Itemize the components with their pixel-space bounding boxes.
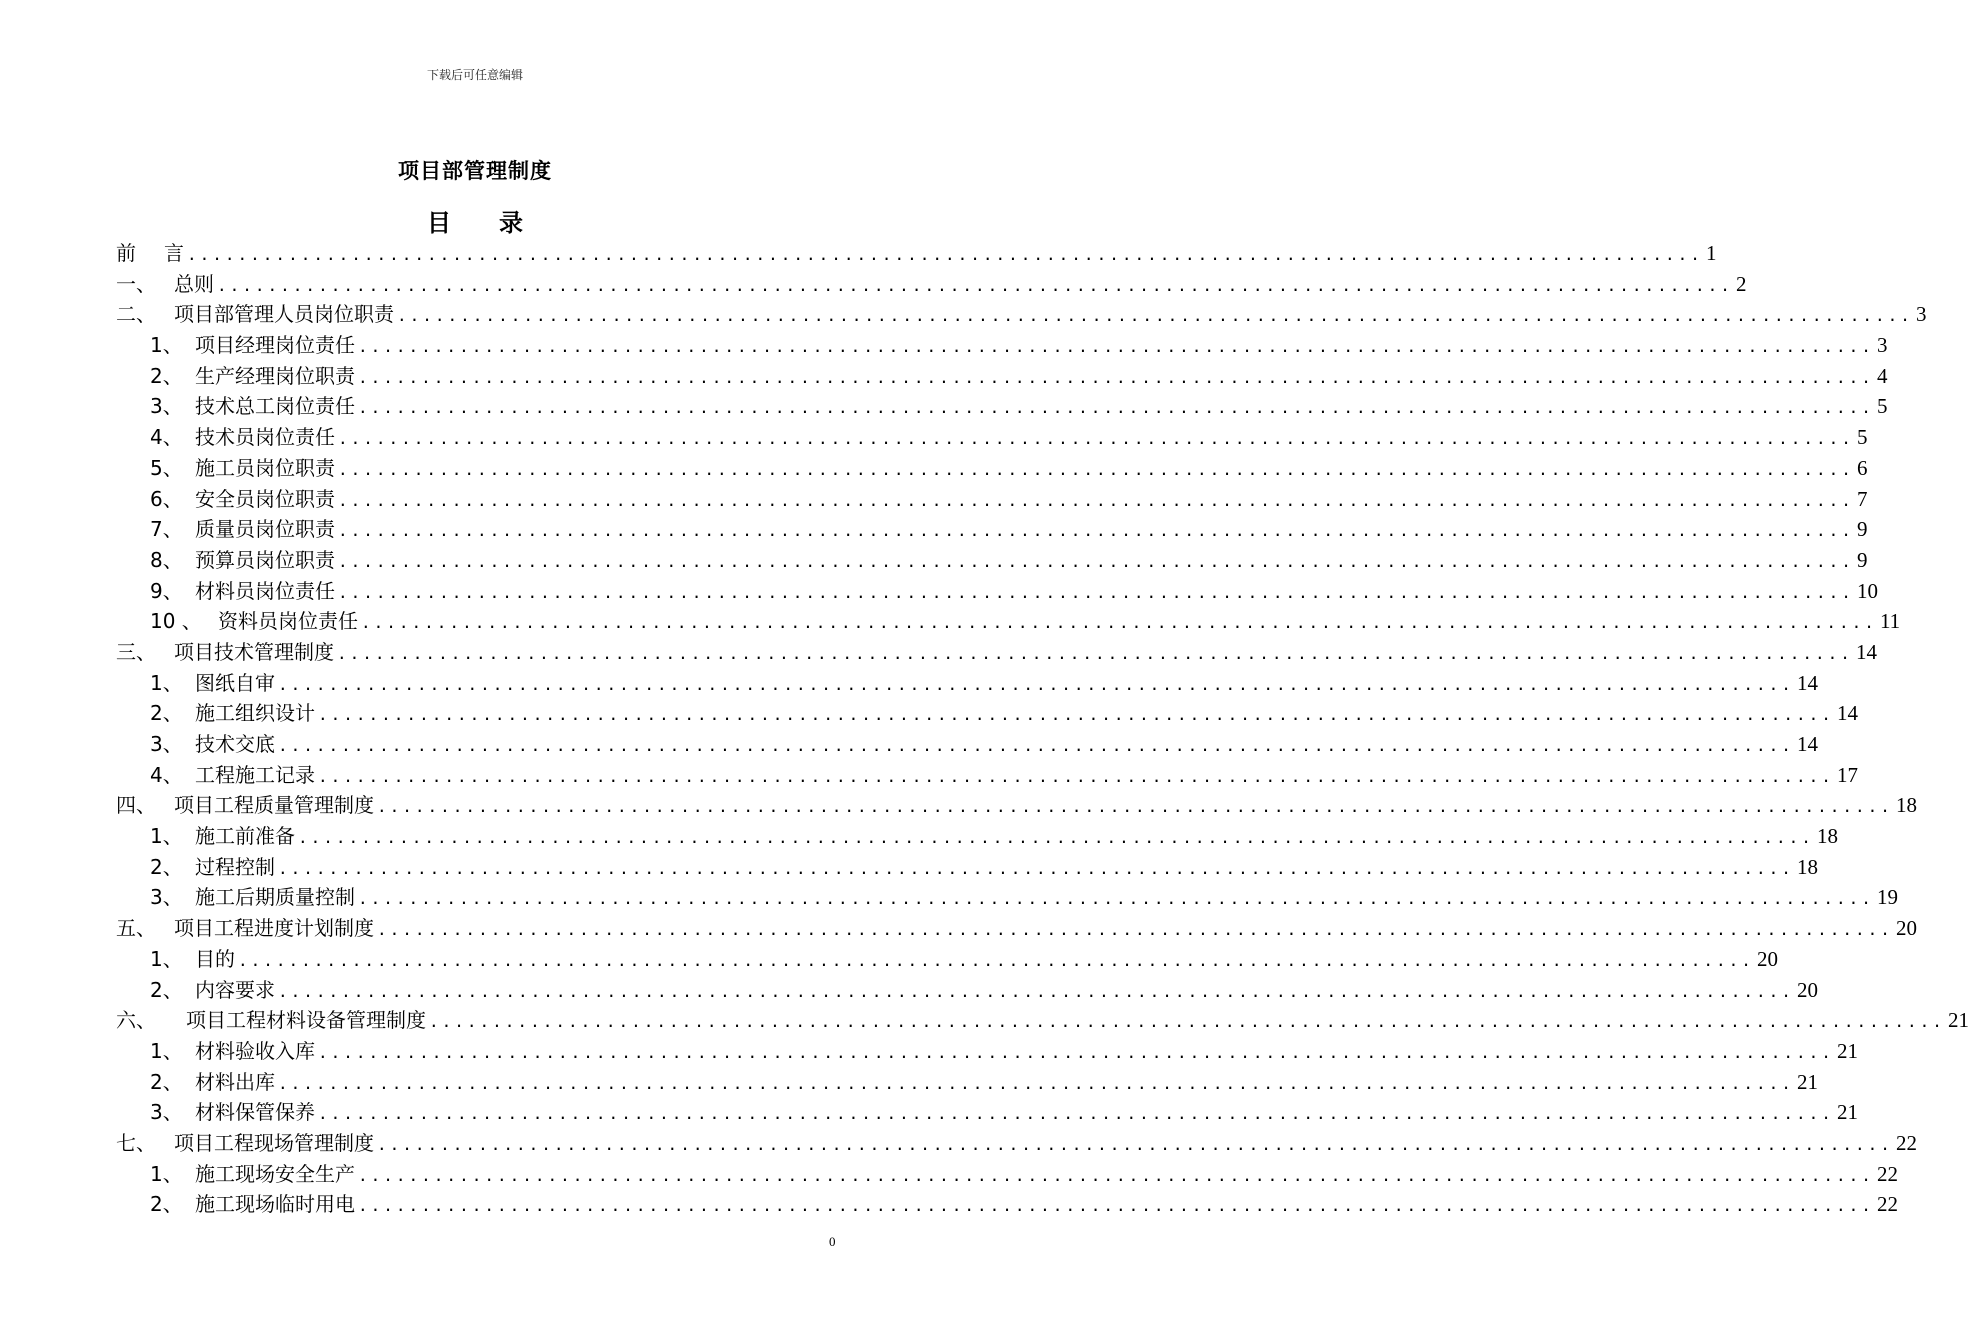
toc-entry-page: 20 — [1756, 946, 1778, 971]
toc-entry-label: 项目工程材料设备管理制度 — [186, 1008, 426, 1033]
toc-leader-dots: ........................................................................................................................ — [278, 674, 1794, 694]
toc-entry[interactable] — [116, 238, 1717, 269]
toc-entry-label: 施工前准备 — [195, 824, 295, 849]
toc-entry-number: 1、 — [150, 946, 183, 971]
toc-entry-label: 技术员岗位责任 — [195, 425, 335, 450]
toc-entry-page: 9 — [1856, 547, 1868, 572]
toc-entry-label: 技术总工岗位责任 — [195, 394, 355, 419]
toc-entry-page: 22 — [1895, 1130, 1917, 1155]
toc-entry[interactable] — [116, 422, 1868, 453]
toc-leader-dots: ........................................................................................................................ — [377, 920, 1893, 940]
toc-leader-dots: ........................................................................................................................ — [358, 1196, 1874, 1216]
toc-entry-label: 总则 — [174, 271, 214, 296]
toc-entry[interactable] — [116, 391, 1888, 422]
toc-entry-page: 21 — [1947, 1008, 1969, 1033]
toc-entry[interactable] — [116, 975, 1818, 1006]
toc-entry-label: 施工后期质量控制 — [195, 885, 355, 910]
toc-leader-dots: ........................................................................................................................ — [318, 1042, 1834, 1062]
toc-leader-dots: ........................................................................................................................ — [338, 582, 1854, 602]
toc-entry-label: 内容要求 — [195, 977, 275, 1002]
toc-leader-dots: ........................................................................................................................ — [318, 766, 1834, 786]
toc-entry[interactable] — [116, 484, 1868, 515]
toc-leader-dots: ........................................................................................................................ — [318, 1104, 1834, 1124]
toc-entry-label: 材料出库 — [195, 1069, 275, 1094]
toc-leader-dots: ........................................................................................................................ — [377, 1134, 1893, 1154]
toc-entry[interactable] — [116, 453, 1868, 484]
toc-entry-number: 2、 — [150, 1192, 183, 1217]
toc-entry-page: 4 — [1876, 363, 1888, 388]
toc-entry-page: 11 — [1879, 609, 1901, 634]
toc-entry-label: 项目工程进度计划制度 — [174, 916, 374, 941]
toc-entry-page: 1 — [1705, 241, 1717, 265]
toc-leader-dots: ........................................................................................................................ — [337, 643, 1853, 663]
toc-entry-label: 图纸自审 — [195, 670, 275, 695]
toc-leader-dots: ........................................................................................................................ — [377, 797, 1893, 817]
toc-leader-dots: ........................................................................................................................ — [397, 306, 1913, 326]
toc-heading — [0, 203, 950, 238]
toc-leader-dots: ........................................................................................................................ — [338, 429, 1854, 449]
toc-entry[interactable] — [116, 637, 1877, 668]
toc-entry-label: 项目工程现场管理制度 — [174, 1130, 374, 1155]
toc-entry-page: 17 — [1836, 762, 1858, 787]
toc-entry-label: 施工组织设计 — [195, 701, 315, 726]
toc-leader-dots: ........................................................................................................................ — [278, 736, 1794, 755]
toc-entry-number: 一、 — [116, 271, 156, 296]
toc-leader-dots: ........................................................................................................................ — [318, 705, 1834, 725]
toc-entry[interactable] — [116, 1097, 1858, 1128]
toc-entry-number: 2、 — [150, 363, 183, 388]
toc-heading-char-2: 录 — [499, 209, 523, 237]
toc-entry-number: 2、 — [150, 977, 183, 1002]
toc-entry-number: 1、 — [150, 1161, 183, 1186]
toc-entry-page: 18 — [1816, 824, 1838, 849]
toc-entry-page: 14 — [1796, 732, 1818, 756]
header-note: 下载后可任意编辑 — [426, 68, 523, 82]
toc-entry-number: 五、 — [116, 916, 156, 941]
toc-entry-number: 1、 — [150, 333, 183, 358]
toc-leader-dots: ........................................................................................................................ — [361, 613, 1877, 633]
toc-leader-dots: ........................................................................................................................ — [217, 275, 1733, 295]
toc-entry-label: 项目技术管理制度 — [174, 639, 334, 664]
toc-entry-label: 材料验收入库 — [195, 1038, 315, 1063]
toc-leader-dots: ........................................................................................................................ — [187, 245, 1703, 264]
toc-entry-label: 材料保管保养 — [195, 1100, 315, 1125]
toc-entry-page: 9 — [1856, 517, 1868, 542]
toc-entry[interactable] — [116, 1159, 1898, 1190]
toc-entry[interactable] — [116, 668, 1818, 699]
toc-entry-page: 5 — [1876, 394, 1888, 419]
toc-entry-label: 项目部管理人员岗位职责 — [174, 302, 394, 327]
toc-entry[interactable] — [116, 882, 1898, 913]
toc-entry[interactable] — [116, 1067, 1818, 1098]
toc-entry-number: 6、 — [150, 486, 183, 511]
toc-entry-number: 8、 — [150, 547, 183, 572]
toc-entry-number: 4、 — [150, 425, 183, 450]
toc-entry-number: 1、 — [150, 1038, 183, 1063]
toc-entry-page: 14 — [1796, 670, 1818, 695]
toc-leader-dots: ........................................................................................................................ — [338, 551, 1854, 571]
toc-entry[interactable] — [116, 361, 1888, 392]
toc-entry-page: 18 — [1895, 793, 1917, 818]
toc-entry-label: 安全员岗位职责 — [195, 486, 335, 511]
toc-entry[interactable] — [116, 299, 1927, 330]
toc-entry-page: 14 — [1855, 639, 1877, 664]
toc-entry-label: 技术交底 — [195, 732, 275, 756]
toc-entry-number: 前 — [116, 241, 136, 265]
toc-entry-number: 六、 — [116, 1008, 156, 1033]
document-title: 项目部管理制度 — [398, 159, 552, 183]
toc-entry[interactable] — [116, 852, 1818, 883]
toc-entry-page: 22 — [1876, 1192, 1898, 1217]
toc-entry-number: 二、 — [116, 302, 156, 327]
toc-entry-page: 21 — [1836, 1100, 1858, 1125]
toc-entry-label: 材料员岗位责任 — [195, 578, 335, 603]
toc-leader-dots: ........................................................................................................................ — [358, 337, 1874, 357]
toc-entry-page: 21 — [1796, 1069, 1818, 1094]
toc-entry-label: 施工员岗位职责 — [195, 455, 335, 480]
toc-entry-number: 5、 — [150, 455, 183, 480]
toc-entry-page: 20 — [1895, 916, 1917, 941]
toc-leader-dots: ........................................................................................................................ — [298, 828, 1814, 848]
toc-entry-number: 3、 — [150, 1100, 183, 1125]
toc-entry-page: 2 — [1735, 271, 1747, 296]
toc-entry[interactable] — [116, 1189, 1898, 1220]
toc-entry-label: 施工现场临时用电 — [195, 1192, 355, 1217]
toc-entry-number: 四、 — [116, 793, 156, 818]
toc-entry-label: 项目经理岗位责任 — [195, 333, 355, 358]
toc-entry-number: 1、 — [150, 670, 183, 695]
toc-entry-page: 3 — [1876, 333, 1888, 358]
toc-entry-page: 6 — [1856, 455, 1868, 480]
toc-entry-number: 3、 — [150, 885, 183, 910]
toc-heading-char-1: 目 — [427, 209, 451, 237]
toc-entry-number: 2、 — [150, 854, 183, 879]
toc-entry-number: 4、 — [150, 762, 183, 787]
toc-leader-dots: ........................................................................................................................ — [358, 367, 1874, 387]
toc-entry-label: 言 — [164, 241, 184, 265]
toc-entry-page: 3 — [1915, 302, 1927, 327]
toc-entry-number: 10 、 — [150, 609, 202, 634]
toc-entry-label: 项目工程质量管理制度 — [174, 793, 374, 818]
toc-entry[interactable] — [116, 269, 1747, 300]
toc-entry-number: 1、 — [150, 824, 183, 849]
toc-entry-page: 10 — [1856, 578, 1878, 603]
toc-entry[interactable] — [116, 576, 1878, 607]
toc-entry[interactable] — [116, 330, 1888, 361]
toc-entry-label: 质量员岗位职责 — [195, 517, 335, 542]
toc-entry[interactable] — [116, 821, 1838, 852]
toc-entry-label: 资料员岗位责任 — [218, 609, 358, 634]
toc-entry-label: 生产经理岗位职责 — [195, 363, 355, 388]
toc-leader-dots: ........................................................................................................................ — [278, 858, 1794, 878]
toc-entry-label: 工程施工记录 — [195, 762, 315, 787]
toc-entry-label: 过程控制 — [195, 854, 275, 879]
toc-entry[interactable] — [116, 1128, 1917, 1159]
toc-entry[interactable] — [116, 760, 1858, 791]
toc-entry[interactable] — [116, 913, 1917, 944]
toc-leader-dots: ........................................................................................................................ — [278, 1073, 1794, 1093]
table-of-contents — [116, 238, 1969, 1220]
toc-leader-dots: ........................................................................................................................ — [278, 981, 1794, 1001]
toc-leader-dots: ........................................................................................................................ — [429, 1012, 1945, 1032]
toc-entry[interactable] — [116, 1005, 1969, 1036]
toc-entry-label: 施工现场安全生产 — [195, 1161, 355, 1186]
toc-entry-label: 预算员岗位职责 — [195, 547, 335, 572]
toc-entry-page: 20 — [1796, 977, 1818, 1002]
toc-entry-page: 18 — [1796, 854, 1818, 879]
toc-entry[interactable] — [116, 698, 1858, 729]
toc-leader-dots: ........................................................................................................................ — [358, 1165, 1874, 1185]
toc-leader-dots: ........................................................................................................................ — [358, 398, 1874, 418]
toc-leader-dots: ........................................................................................................................ — [358, 889, 1874, 909]
toc-entry[interactable] — [116, 944, 1778, 975]
toc-entry-page: 22 — [1876, 1161, 1898, 1186]
toc-entry[interactable] — [116, 729, 1818, 760]
toc-entry-page: 21 — [1836, 1038, 1858, 1063]
page-number: 0 — [829, 1234, 836, 1249]
toc-entry-page: 19 — [1876, 885, 1898, 910]
toc-leader-dots: ........................................................................................................................ — [338, 490, 1854, 510]
toc-leader-dots: ........................................................................................................................ — [238, 950, 1754, 970]
toc-entry-number: 3、 — [150, 394, 183, 419]
toc-entry-number: 三、 — [116, 639, 156, 664]
toc-entry-number: 3、 — [150, 732, 183, 756]
toc-entry-number: 7、 — [150, 517, 183, 542]
toc-entry-number: 9、 — [150, 578, 183, 603]
toc-entry-page: 7 — [1856, 486, 1868, 511]
toc-entry-number: 2、 — [150, 1069, 183, 1094]
toc-entry[interactable] — [116, 1036, 1858, 1067]
toc-entry-label: 目的 — [195, 946, 235, 971]
toc-entry-page: 5 — [1856, 425, 1868, 450]
toc-entry[interactable] — [116, 606, 1901, 637]
toc-entry[interactable] — [116, 514, 1868, 545]
toc-entry[interactable] — [116, 545, 1868, 576]
toc-leader-dots: ........................................................................................................................ — [338, 459, 1854, 479]
toc-entry-number: 七、 — [116, 1130, 156, 1155]
toc-entry-page: 14 — [1836, 701, 1858, 726]
toc-entry[interactable] — [116, 790, 1917, 821]
toc-leader-dots: ........................................................................................................................ — [338, 521, 1854, 541]
toc-entry-number: 2、 — [150, 701, 183, 726]
